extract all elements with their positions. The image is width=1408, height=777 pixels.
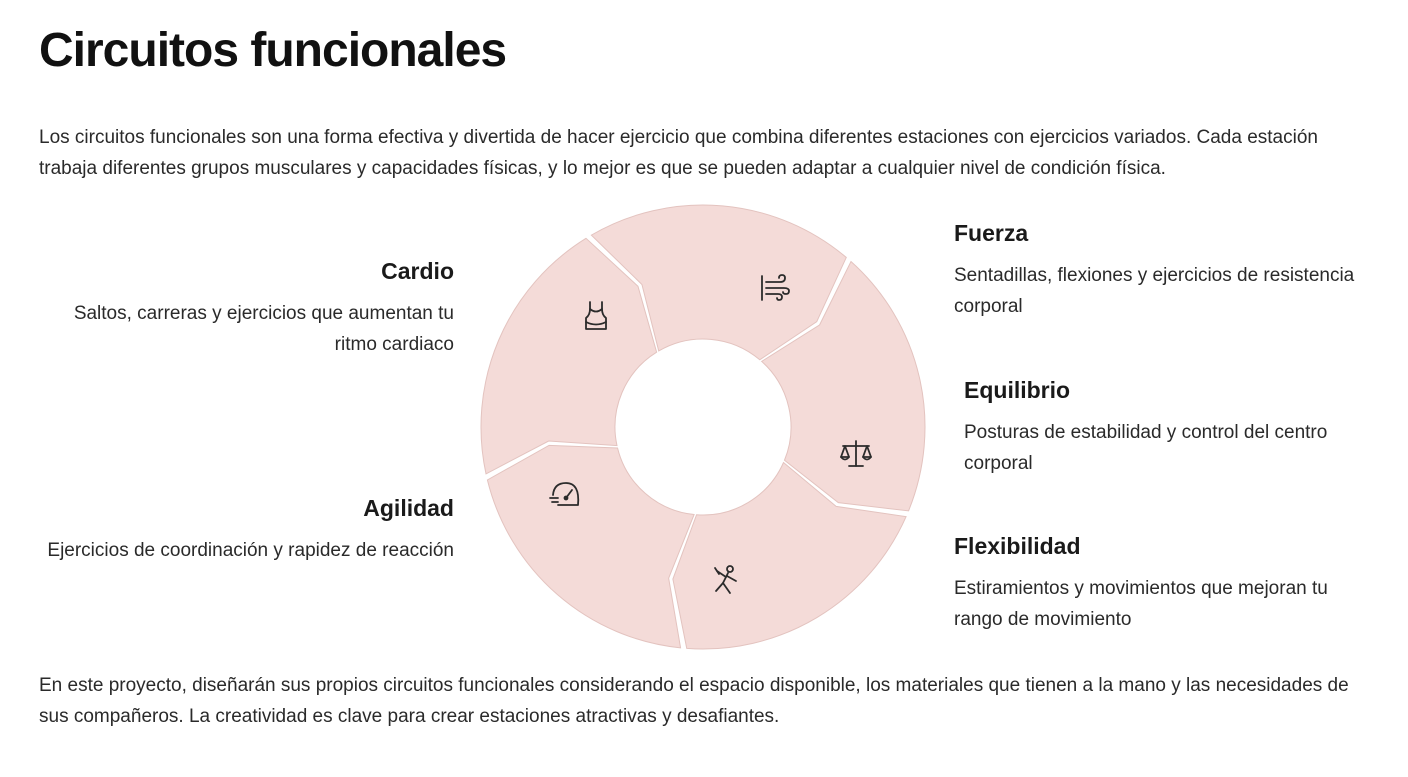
page-title: Circuitos funcionales (39, 24, 507, 77)
stage-description-cardio: Saltos, carreras y ejercicios que aumentan tu ritmo cardiaco (73, 303, 454, 355)
stage-cardio (34, 256, 454, 360)
stage-fuerza (954, 218, 1384, 322)
stage-agilidad (34, 493, 454, 566)
stage-description-fuerza: Sentadillas, flexiones y ejercicios de resistencia corporal (954, 265, 1355, 317)
intro-paragraph: Los circuitos funcionales son una forma efectiva y divertida de hacer ejercicio que combina diferentes estaciones con ejercicios variados. Cada estación trabaja diferentes grupos musculares y capacidades físicas, y lo mejor es que se pueden adaptar a cualquier nivel de condición física. (39, 127, 1318, 179)
stage-description-equilibrio: Posturas de estabilidad y control del centro corporal (964, 422, 1328, 474)
stage-equilibrio (964, 375, 1384, 479)
stage-description-flexibilidad: Estiramientos y movimientos que mejoran tu rango de movimiento (954, 578, 1328, 630)
stage-title-cardio: Cardio (381, 258, 454, 284)
stage-title-agilidad: Agilidad (363, 495, 454, 521)
stage-flexibilidad (954, 531, 1374, 635)
stage-title-flexibilidad: Flexibilidad (954, 533, 1081, 559)
stage-description-agilidad: Ejercicios de coordinación y rapidez de reacción (47, 540, 454, 561)
stage-title-equilibrio: Equilibrio (964, 377, 1071, 403)
stage-title-fuerza: Fuerza (954, 220, 1029, 246)
segment-agilidad (487, 445, 694, 648)
closing-paragraph: En este proyecto, diseñarán sus propios circuitos funcionales considerando el espacio disponible, los materiales que tienen a la mano y las necesidades de sus compañeros. La creatividad es clave para crear estaciones atractivas y desafiantes. (39, 675, 1349, 727)
